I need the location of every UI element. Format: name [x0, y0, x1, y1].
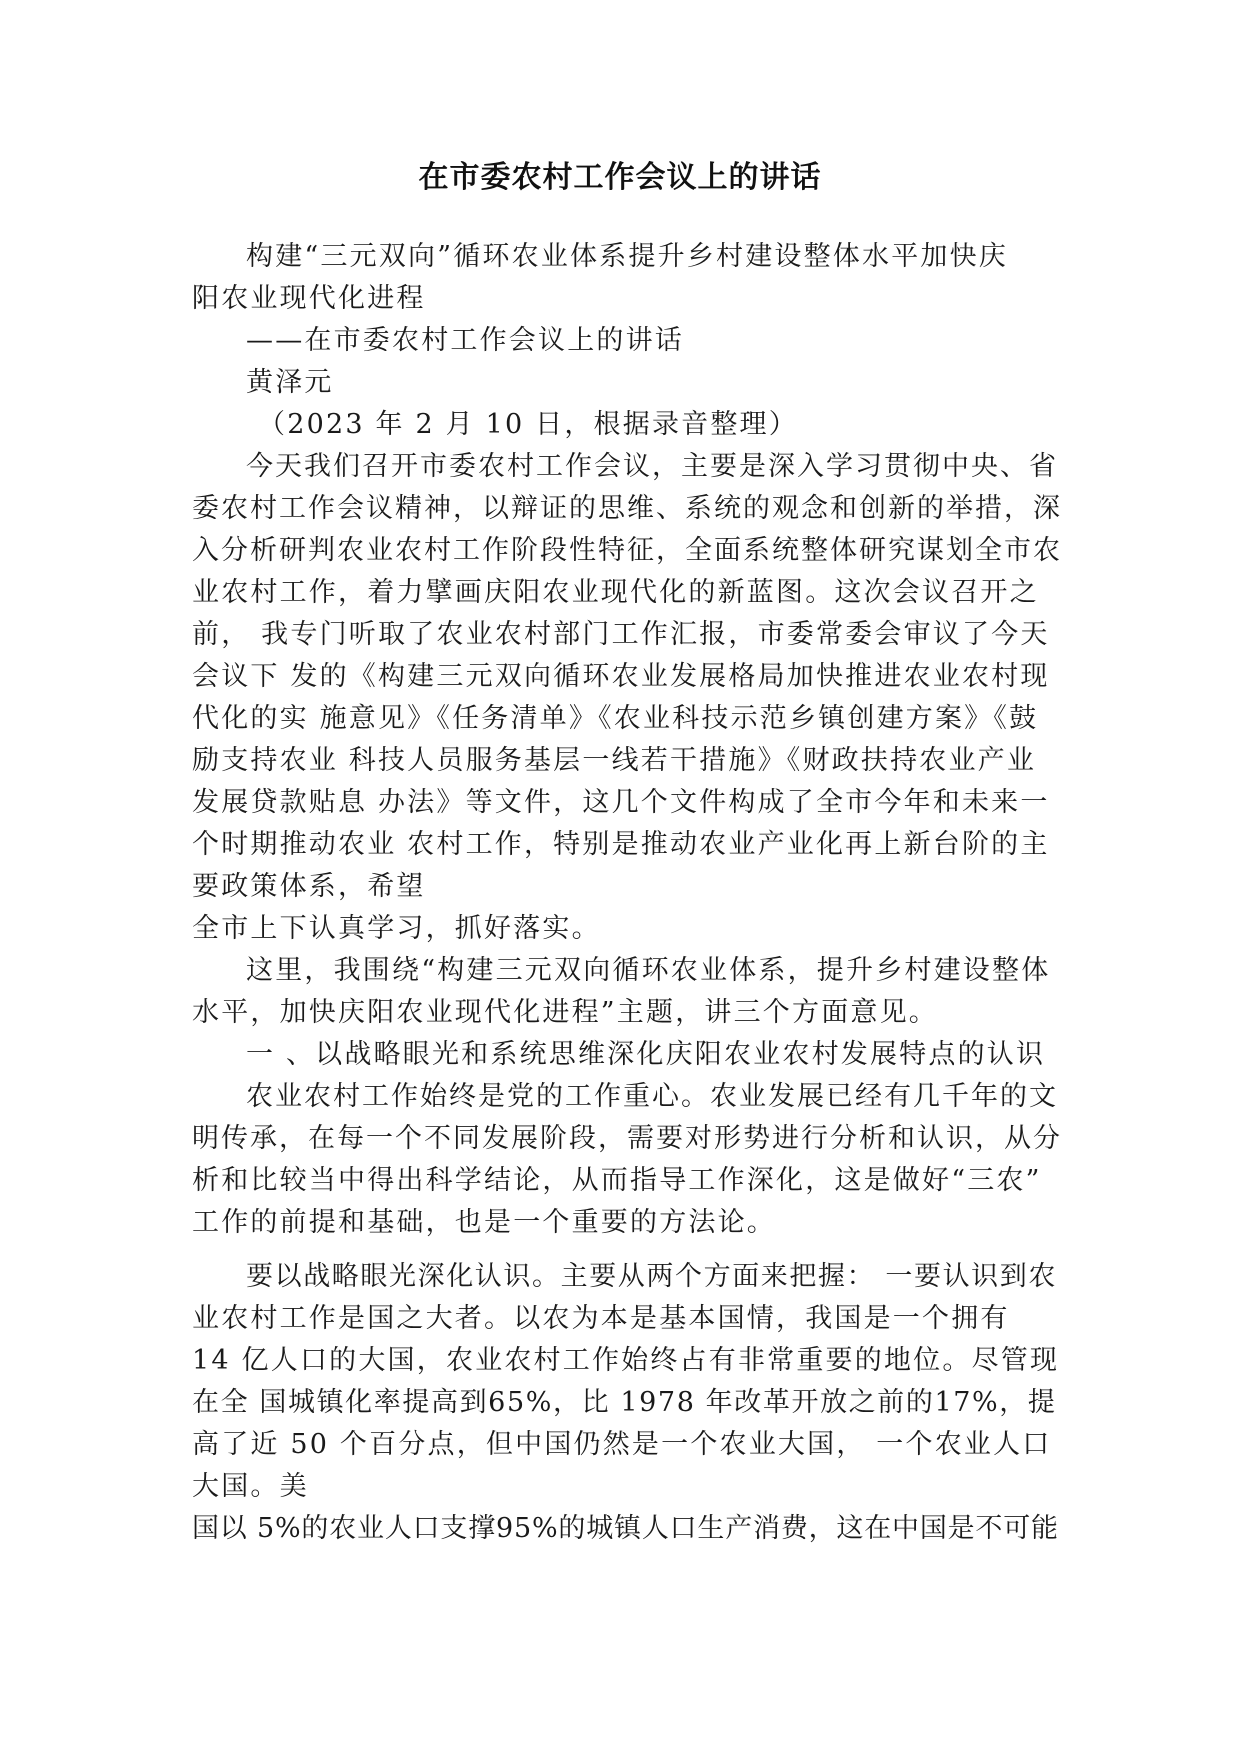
paragraph-line: 这里，我围绕“构建三元双向循环农业体系，提升乡村建设整体: [246, 955, 1051, 986]
document-body: [192, 236, 1062, 1550]
paragraph-line: 业农村工作是国之大者。以农为本是基本国情，我国是一个拥有: [192, 1303, 1010, 1334]
date-line: （2023 年 2 月 10 日，根据录音整理）: [258, 409, 798, 440]
paragraph-line: 委农村工作会议精神，以辩证的思维、系统的观念和创新的举措，深: [192, 493, 1062, 524]
paragraph-line: 在全 国城镇化率提高到65%，比 1978 年改革开放之前的17%，提: [192, 1387, 1057, 1418]
paragraph-line: 大国。美: [192, 1471, 309, 1502]
subtitle-line: ——在市委农村工作会议上的讲话: [246, 325, 684, 356]
paragraph-line: 代化的实 施意见》《任务清单》《农业科技示范乡镇创建方案》《鼓: [192, 703, 1039, 734]
paragraph-line: 发展贷款贴息 办法》等文件，这几个文件构成了全市今年和未来一: [192, 787, 1050, 818]
paragraph-line: 工作的前提和基础，也是一个重要的方法论。: [192, 1207, 776, 1238]
page-title: 在市委农村工作会议上的讲话: [418, 160, 822, 195]
author-line: 黄泽元: [246, 367, 334, 398]
subtitle-line: 构建“三元双向”循环农业体系提升乡村建设整体水平加快庆: [246, 241, 1009, 272]
paragraph-line: 高了近 50 个百分点，但中国仍然是一个农业大国， 一个农业人口: [192, 1429, 1052, 1460]
section-heading: 一 、以战略眼光和系统思维深化庆阳农业农村发展特点的认识: [246, 1039, 1046, 1070]
paragraph-line: 励支持农业 科技人员服务基层一线若干措施》《财政扶持农业产业: [192, 745, 1037, 776]
paragraph-line: 会议下 发的《构建三元双向循环农业发展格局加快推进农业农村现: [192, 661, 1050, 692]
subtitle-line: 阳农业现代化进程: [192, 283, 426, 314]
paragraph-gap: [192, 1244, 1062, 1256]
paragraph-line: 明传承，在每一个不同发展阶段，需要对形势进行分析和认识，从分: [192, 1123, 1062, 1154]
paragraph-line: 析和比较当中得出科学结论，从而指导工作深化，这是做好“三农”: [192, 1165, 1042, 1196]
paragraph-line: 水平，加快庆阳农业现代化进程”主题，讲三个方面意见。: [192, 997, 939, 1028]
paragraph-line: 入分析研判农业农村工作阶段性特征，全面系统整体研究谋划全市农: [192, 535, 1062, 566]
paragraph-line: 今天我们召开市委农村工作会议，主要是深入学习贯彻中央、省: [246, 451, 1058, 482]
paragraph-line: 业农村工作，着力擘画庆阳农业现代化的新蓝图。这次会议召开之: [192, 577, 1039, 608]
paragraph-line: 国以 5%的农业人口支撑95%的城镇人口生产消费，这在中国是不可能: [192, 1513, 1059, 1544]
paragraph-line: 全市上下认真学习，抓好落实。: [192, 913, 601, 944]
paragraph-line: 前， 我专门听取了农业农村部门工作汇报，市委常委会审议了今天: [192, 619, 1050, 650]
paragraph-line: 要以战略眼光深化认识。主要从两个方面来把握： 一要认识到农: [246, 1261, 1057, 1292]
paragraph-line: 农业农村工作始终是党的工作重心。农业发展已经有几千年的文: [246, 1081, 1058, 1112]
paragraph-line: 14 亿人口的大国，农业农村工作始终占有非常重要的地位。尽管现: [192, 1345, 1060, 1376]
paragraph-line: 要政策体系，希望: [192, 871, 426, 902]
paragraph-line: 个时期推动农业 农村工作，特别是推动农业产业化再上新台阶的主: [192, 829, 1050, 860]
